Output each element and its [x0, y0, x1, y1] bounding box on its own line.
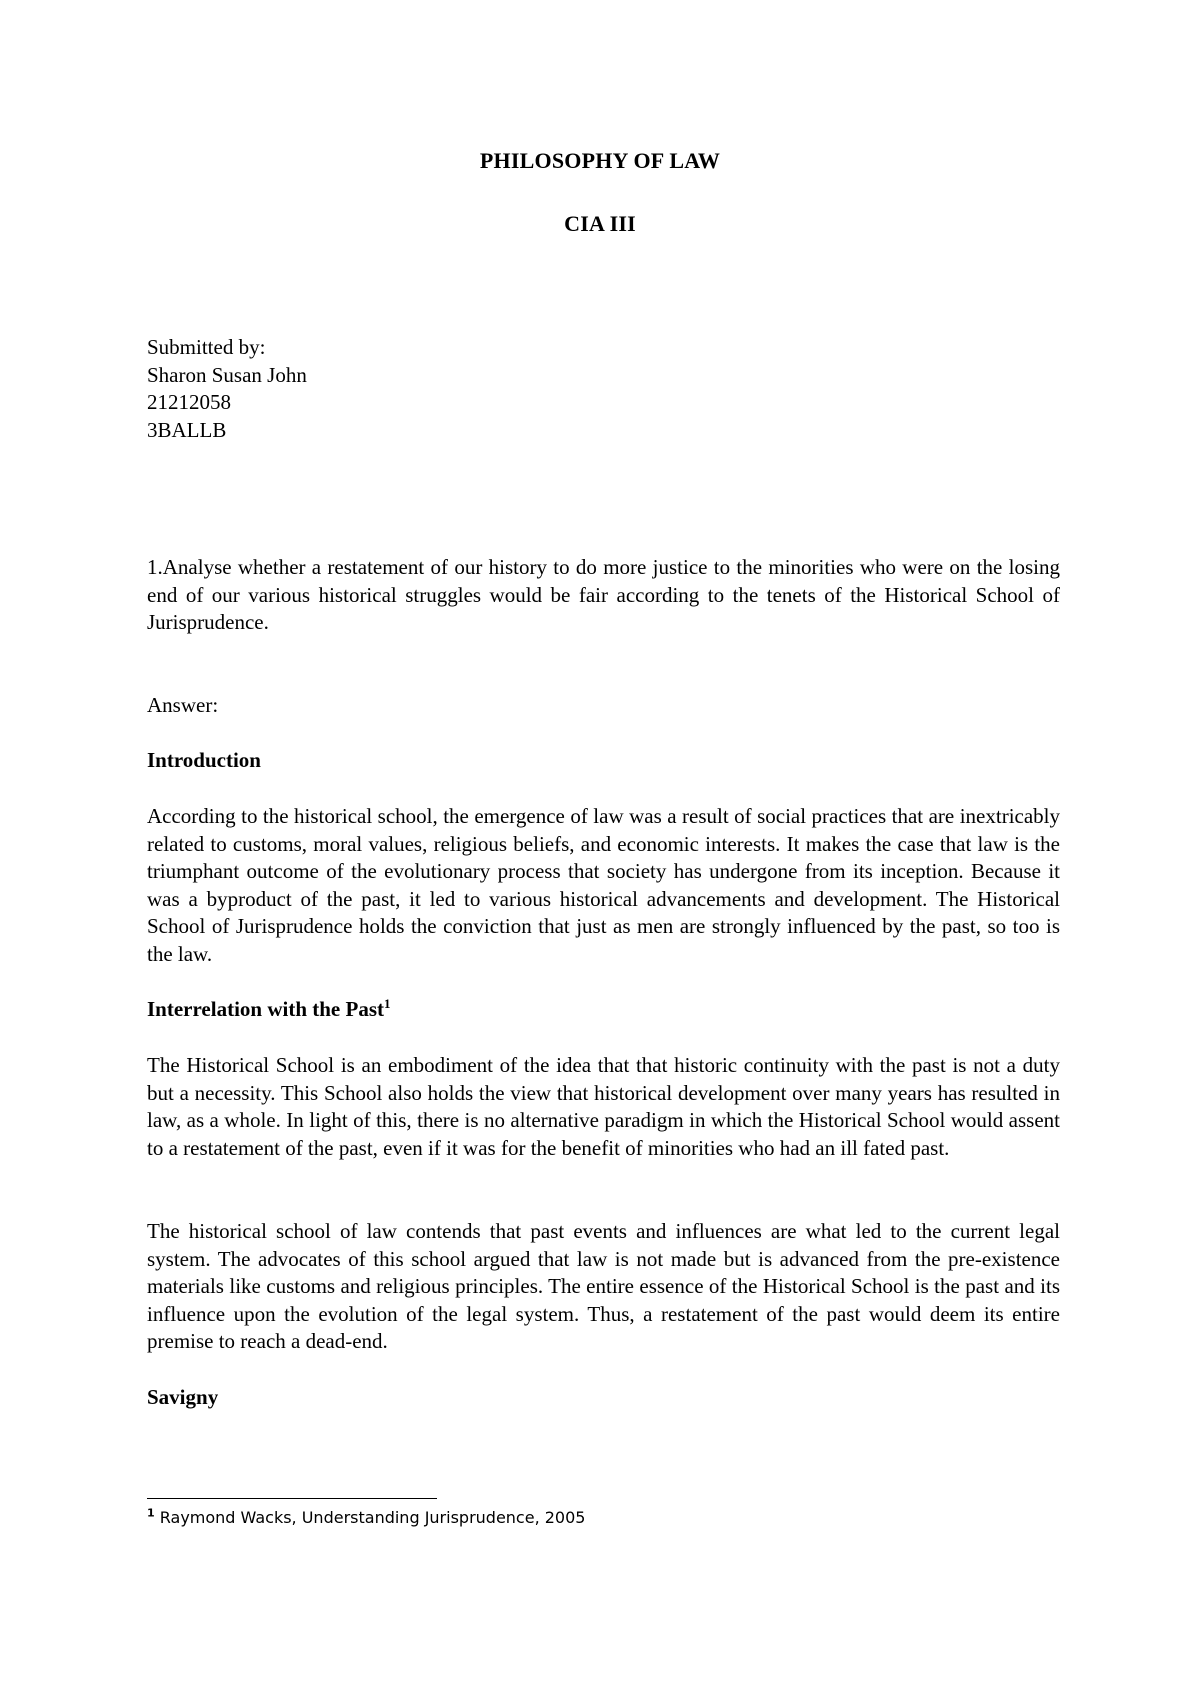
student-class: 3BALLB	[147, 417, 227, 442]
footnote	[147, 1508, 585, 1527]
footnote-number: 1	[147, 1506, 155, 1520]
submission-details	[147, 334, 1060, 444]
interrelation-paragraph-2: The historical school of law contends that past events and influences are what led to the current legal system. The advocates of this school argued that law is not made but is advanced from the pre-existence materials like customs and religious principles. The entire essence of the Historical School is the past and its influence upon the evolution of the legal system. Thus, a restatement of the past would deem its entire premise to reach a dead-end.	[147, 1219, 1060, 1353]
introduction-paragraph: According to the historical school, the emergence of law was a result of social practices that are inextricably related to customs, moral values, religious beliefs, and economic interests. It makes the case that law is the triumphant outcome of the evolutionary process that society has undergone from its inception. Because it was a byproduct of the past, it led to various historical advancements and development. The Historical School of Jurisprudence holds the conviction that just as men are strongly influenced by the past, so too is the law.	[147, 804, 1060, 966]
interrelation-paragraph-1: The Historical School is an embodiment of the idea that that historic continuity with the past is not a duty but a necessity. This School also holds the view that historical development over many years has resulted in law, as a whole. In light of this, there is no alternative paradigm in which the Historical School would assent to a restatement of the past, even if it was for the benefit of minorities who had an ill fated past.	[147, 1053, 1060, 1160]
introduction-heading: Introduction	[147, 748, 261, 772]
interrelation-heading	[147, 996, 1060, 1024]
footnote-divider	[147, 1498, 437, 1499]
document-title: PHILOSOPHY OF LAW	[479, 148, 721, 173]
document-subtitle: CIA III	[564, 211, 636, 236]
student-name: Sharon Susan John	[147, 362, 307, 387]
question-text: 1.Analyse whether a restatement of our history to do more justice to the minorities who were on the losing end of our various historical struggles would be fair according to the tenets of the Historical School of Jurisprudence.	[147, 555, 1060, 634]
submitted-by-label: Submitted by:	[147, 335, 266, 359]
footnote-reference[interactable]: 1	[384, 996, 391, 1011]
student-id: 21212058	[147, 390, 231, 414]
answer-label: Answer:	[147, 693, 219, 717]
footnote-text: Raymond Wacks, Understanding Jurisprudence, 2005	[159, 1508, 586, 1527]
savigny-heading: Savigny	[147, 1385, 219, 1409]
interrelation-heading-text: Interrelation with the Past	[147, 997, 384, 1021]
